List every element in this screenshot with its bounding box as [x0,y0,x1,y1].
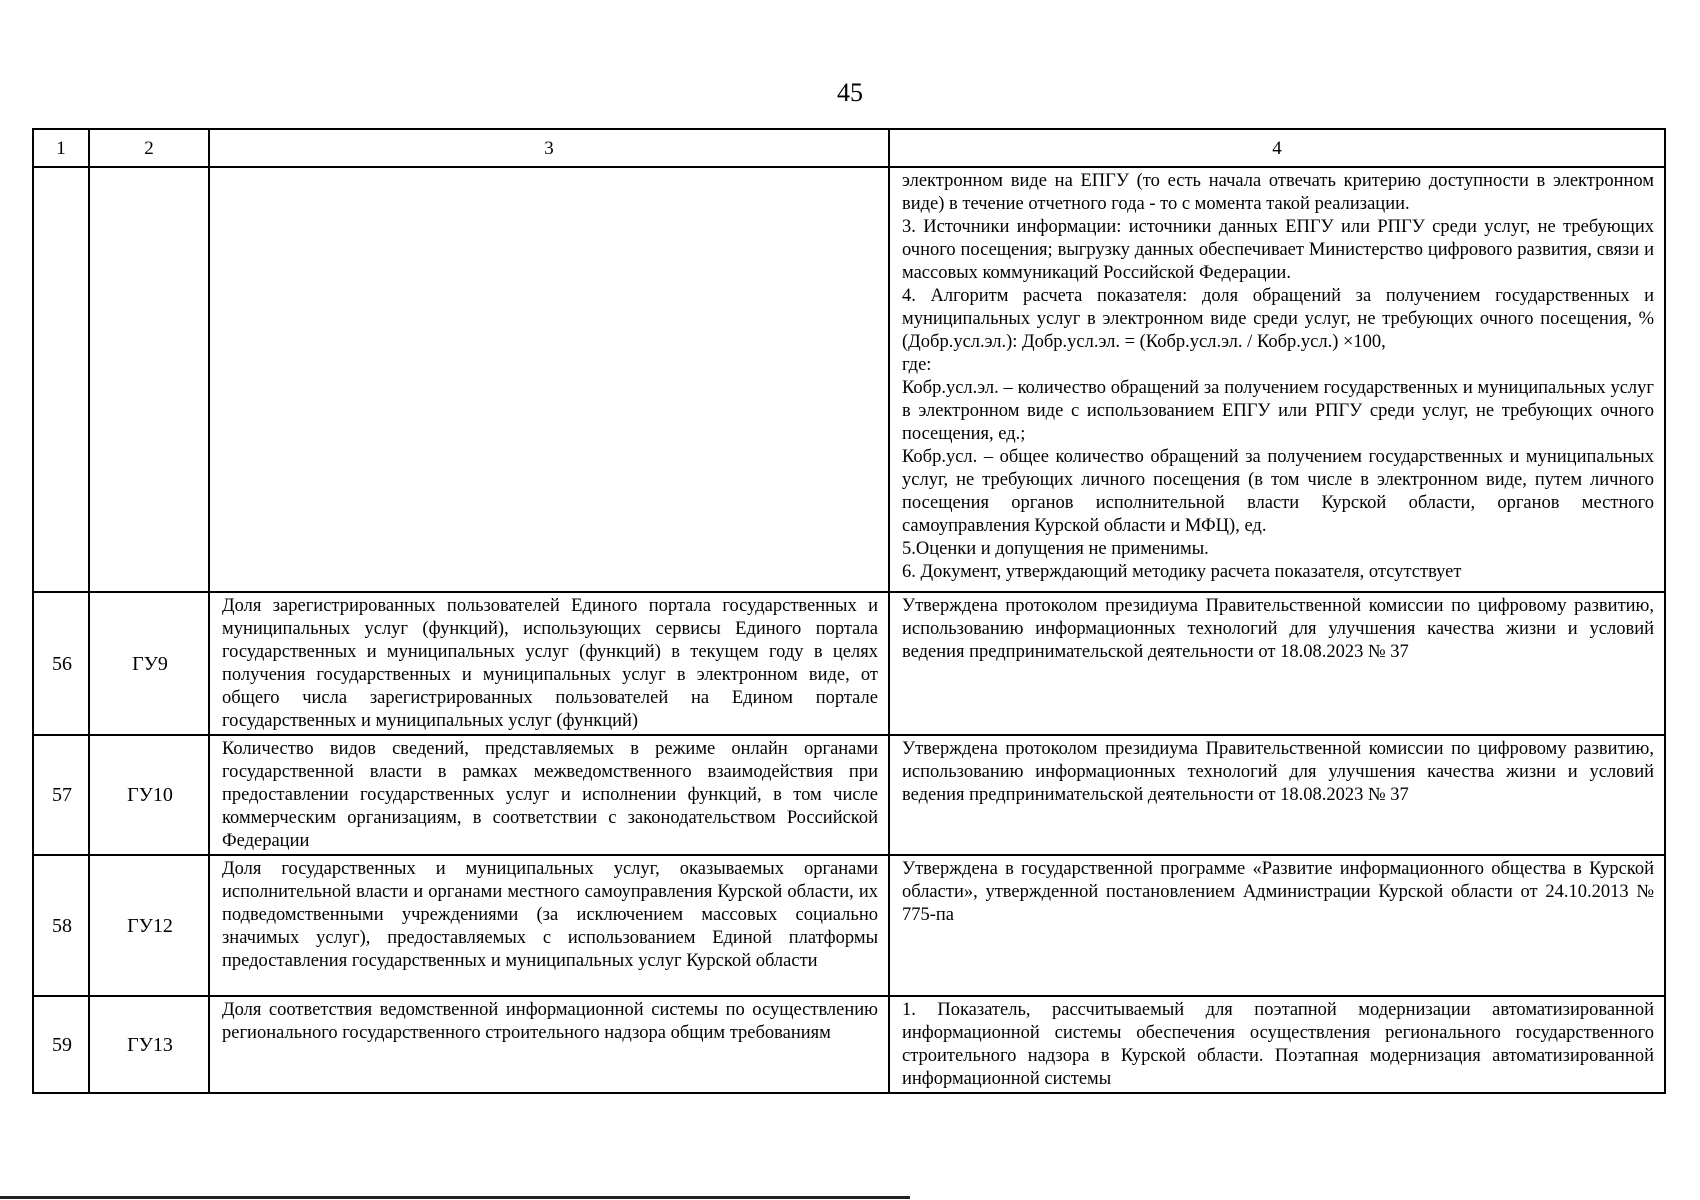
header-col-4: 4 [889,129,1665,167]
indicator-method: Утверждена протоколом президиума Правительственной комиссии по цифровому развитию, использованию информационных технологий для улучшения качества жизни и условий ведения предпринимательской деятельности от 18.08.2023 № 37 [889,592,1665,735]
row-number: 56 [33,592,89,735]
scan-edge-line [0,1196,910,1199]
continuation-desc-cell [209,167,889,592]
table-row [33,735,1665,855]
table-row [33,996,1665,1093]
table-row-continuation [33,167,1665,592]
table-row [33,592,1665,735]
row-number: 58 [33,855,89,996]
indicator-method: 1. Показатель, рассчитываемый для поэтапной модернизации автоматизированной информационной системы обеспечения осуществления регионального государственного строительного надзора в Курской области. Поэтапная модернизация автоматизированной информационной системы [889,996,1665,1093]
row-number: 57 [33,735,89,855]
indicators-table [32,128,1666,1094]
indicator-code: ГУ12 [89,855,209,996]
indicator-description: Количество видов сведений, представляемых в режиме онлайн органами государственной власти в рамках межведомственного взаимодействия при предоставлении государственных услуг и исполнении функций, в том числе коммерческим организациям, в соответствии с законодательством Российской Федерации [209,735,889,855]
page-number: 45 [837,78,863,107]
continuation-num-cell [33,167,89,592]
method-text: где: [902,355,932,375]
method-text: 5.Оценки и допущения не применимы. [902,539,1209,559]
method-text: Кобр.усл. – общее количество обращений за получением государственных и муниципальных услуг, не требующих личного посещения (в том числе в электронном виде, путем личного посещения органов исполнительной власти Курской области, органов местного самоуправления Курской области и МФЦ), ед. [902,447,1654,536]
table-header-row [33,129,1665,167]
table-row [33,855,1665,996]
indicator-code: ГУ10 [89,735,209,855]
header-col-1: 1 [33,129,89,167]
continuation-method-cell [889,167,1665,592]
indicator-code: ГУ9 [89,592,209,735]
indicator-method: Утверждена в государственной программе «Развитие информационного общества в Курской области», утвержденной постановлением Администрации Курской области от 24.10.2013 № 775-па [889,855,1665,996]
header-col-3: 3 [209,129,889,167]
continuation-code-cell [89,167,209,592]
indicator-code: ГУ13 [89,996,209,1093]
indicator-description: Доля соответствия ведомственной информационной системы по осуществлению регионального государственного строительного надзора общим требованиям [209,996,889,1093]
row-number: 59 [33,996,89,1093]
indicator-description: Доля государственных и муниципальных услуг, оказываемых органами исполнительной власти и органами местного самоуправления Курской области, их подведомственными учреждениями (за исключением массовых социально значимых услуг), предоставляемых с использованием Единой платформы предоставления государственных и муниципальных услуг Курской области [209,855,889,996]
method-text: 4. Алгоритм расчета показателя: доля обращений за получением государственных и муниципальных услуг в электронном виде среди услуг, не требующих очного посещения, % (Добр.усл.эл.): Добр.усл.эл. = (Кобр.усл.эл. / Кобр.усл.) ×100, [902,286,1654,352]
method-text: Кобр.усл.эл. – количество обращений за получением государственных и муниципальных услуг в электронном виде с использованием ЕПГУ или РПГУ среди услуг, не требующих очного посещения, ед.; [902,378,1654,444]
indicator-description: Доля зарегистрированных пользователей Единого портала государственных и муниципальных услуг (функций), использующих сервисы Единого портала государственных и муниципальных услуг (функций) в текущем году в целях получения государственных и муниципальных услуг в электронном виде, от общего числа зарегистрированных пользователей на Едином портале государственных и муниципальных услуг (функций) [209,592,889,735]
method-text: 6. Документ, утверждающий методику расчета показателя, отсутствует [902,562,1462,582]
method-text: электронном виде на ЕПГУ (то есть начала отвечать критерию доступности в электронном виде) в течение отчетного года - то с момента такой реализации. [902,171,1654,214]
method-text: 3. Источники информации: источники данных ЕПГУ или РПГУ среди услуг, не требующих очного посещения; выгрузку данных обеспечивает Министерство цифрового развития, связи и массовых коммуникаций Российской Федерации. [902,217,1654,283]
indicator-method: Утверждена протоколом президиума Правительственной комиссии по цифровому развитию, использованию информационных технологий для улучшения качества жизни и условий ведения предпринимательской деятельности от 18.08.2023 № 37 [889,735,1665,855]
header-col-2: 2 [89,129,209,167]
